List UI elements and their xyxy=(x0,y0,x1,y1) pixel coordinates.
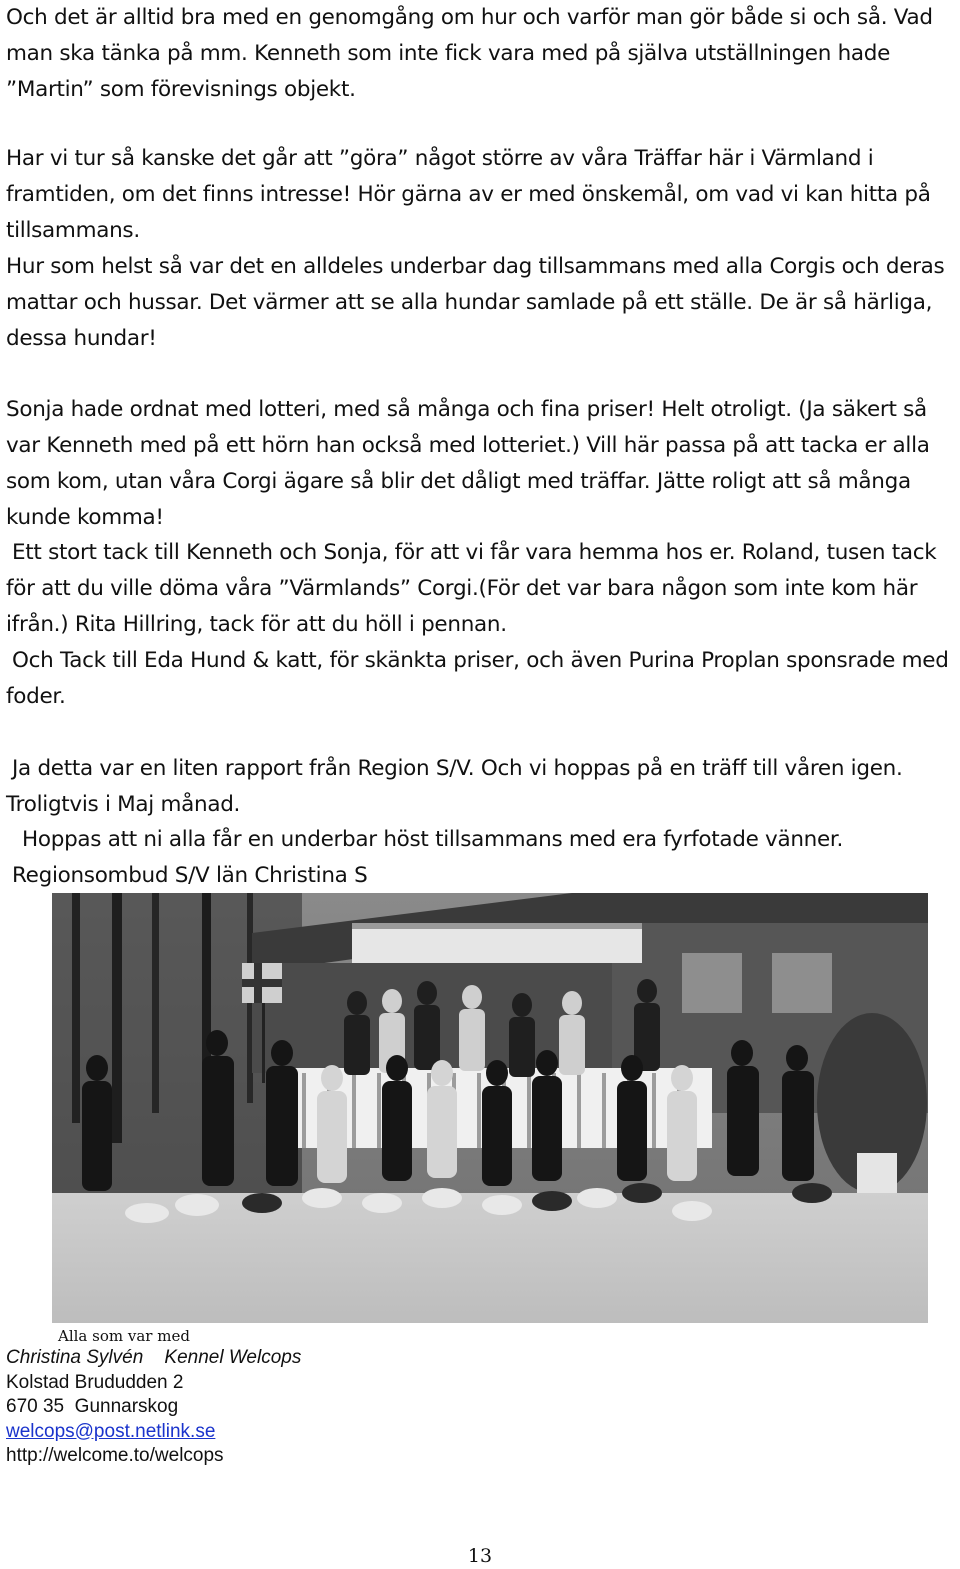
group-photo xyxy=(52,893,928,1323)
signature-name-line xyxy=(6,1346,301,1371)
paragraph-thanks-hosts: Ett stort tack till Kenneth och Sonja, för att vi får vara hemma hos er. Roland, tusen tack för att du ville döma våra ”Värmlands” Corgi.(För det var bara någon som inte kom här ifrån.) Rita Hillring, tack för att du höll i pennan. xyxy=(6,540,937,637)
signature-block xyxy=(6,1346,301,1469)
paragraph-report: Ja detta var en liten rapport från Region S/V. Och vi hoppas på en träff till våren igen. Troligtvis i Maj månad. xyxy=(6,756,903,817)
paragraph-greeting: Hoppas att ni alla får en underbar höst tillsammans med era fyrfotade vänner. xyxy=(22,827,844,852)
paragraph-intro: Och det är alltid bra med en genomgång om hur och varför man gör både si och så. Vad man ska tänka på mm. Kenneth som inte fick vara med på själva utställningen hade ”Martin” som förevisnings objekt. xyxy=(6,5,933,102)
signature-name: Christina Sylvén xyxy=(6,1347,144,1368)
paragraph-signoff: Regionsombud S/V län Christina S xyxy=(12,863,368,888)
group-photo-illustration xyxy=(52,893,928,1323)
paragraph-future-meetings: Har vi tur så kanske det går att ”göra” något större av våra Träffar här i Värmland i framtiden, om det finns intresse! Hör gärna av er med önskemål, om vad vi kan hitta på tillsammans. xyxy=(6,146,931,243)
paragraph-wonderful-day: Hur som helst så var det en alldeles underbar dag tillsammans med alla Corgis och deras mattar och hussar. Det värmer att se alla hundar samlade på ett ställe. De är så härliga, dessa hundar! xyxy=(6,254,945,351)
signature-postal: 670 35 Gunnarskog xyxy=(6,1396,179,1417)
signature-street: Kolstad Brududden 2 xyxy=(6,1371,184,1393)
photo-caption: Alla som var med xyxy=(58,1327,190,1345)
paragraph-lottery: Sonja hade ordnat med lotteri, med så många och fina priser! Helt otroligt. (Ja säkert så var Kenneth med på ett hörn han också med lotteriet.) Vill här passa på att tacka er alla som kom, utan våra Corgi ägare så blir det dåligt med träffar. Jätte roligt att så många kunde komma! xyxy=(6,397,930,530)
signature-kennel: Kennel Welcops xyxy=(164,1347,302,1368)
page-number: 13 xyxy=(467,1545,493,1567)
website-url: http://welcome.to/welcops xyxy=(6,1445,224,1466)
email-link[interactable]: welcops@post.netlink.se xyxy=(6,1420,216,1442)
paragraph-thanks-sponsors: Och Tack till Eda Hund & katt, för skänkta priser, och även Purina Proplan sponsrade med foder. xyxy=(6,648,949,709)
